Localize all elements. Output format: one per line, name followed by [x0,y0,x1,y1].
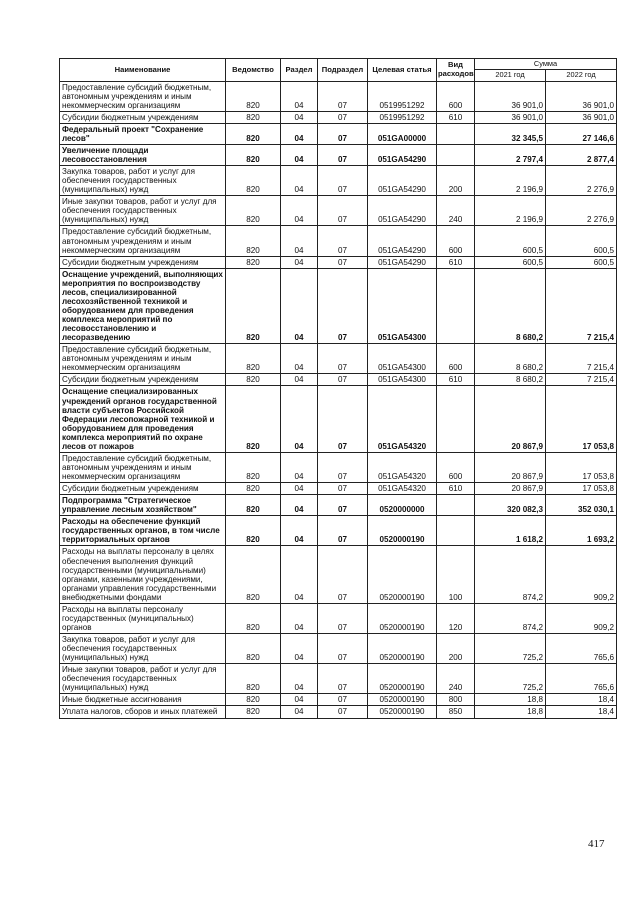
row-sum-2022: 36 901,0 [546,81,617,111]
table-row [60,694,617,706]
row-target: 051GA54320 [368,483,437,495]
row-sum-2021: 20 867,9 [475,483,546,495]
row-dept: 820 [226,81,281,111]
row-subsection: 07 [318,81,368,111]
row-sum-2022: 352 030,1 [546,495,617,516]
row-sum-2022: 2 276,9 [546,166,617,196]
row-sum-2022: 2 877,4 [546,144,617,165]
row-subsection: 07 [318,634,368,664]
row-name: Предоставление субсидий бюджетным, автономным учреждениям и иным некоммерческим организациям [60,81,226,111]
row-sum-2021: 8 680,2 [475,268,546,344]
table-row [60,546,617,603]
row-type: 600 [437,452,475,482]
row-sum-2022: 17 053,8 [546,386,617,452]
table-row [60,226,617,256]
row-sum-2021: 8 680,2 [475,374,546,386]
row-name: Подпрограмма "Стратегическое управление лесным хозяйством" [60,495,226,516]
row-name: Уплата налогов, сборов и иных платежей [60,706,226,718]
row-sum-2022: 17 053,8 [546,483,617,495]
row-name: Расходы на выплаты персоналу государственных (муниципальных) органов [60,603,226,633]
row-name: Субсидии бюджетным учреждениям [60,256,226,268]
row-section: 04 [281,386,318,452]
row-section: 04 [281,111,318,123]
row-subsection: 07 [318,546,368,603]
row-target: 051GA54290 [368,226,437,256]
row-section: 04 [281,268,318,344]
row-section: 04 [281,706,318,718]
row-target: 051GA54320 [368,386,437,452]
row-dept: 820 [226,634,281,664]
table-row [60,166,617,196]
row-dept: 820 [226,123,281,144]
row-section: 04 [281,495,318,516]
row-target: 051GA54300 [368,268,437,344]
row-dept: 820 [226,546,281,603]
row-type: 850 [437,706,475,718]
row-section: 04 [281,123,318,144]
row-type [437,123,475,144]
table-row [60,634,617,664]
row-dept: 820 [226,495,281,516]
row-dept: 820 [226,603,281,633]
row-sum-2021: 874,2 [475,546,546,603]
row-target: 051GA54290 [368,256,437,268]
row-type [437,144,475,165]
row-section: 04 [281,226,318,256]
row-section: 04 [281,452,318,482]
row-name: Предоставление субсидий бюджетным, автономным учреждениям и иным некоммерческим организациям [60,226,226,256]
table-body [60,81,617,718]
row-name: Иные закупки товаров, работ и услуг для обеспечения государственных (муниципальных) нужд [60,196,226,226]
header-section: Раздел [281,59,318,82]
row-target: 0520000190 [368,706,437,718]
header-sum: Сумма [475,59,617,70]
table-row [60,344,617,374]
row-sum-2022: 909,2 [546,603,617,633]
row-name: Иные бюджетные ассигнования [60,694,226,706]
row-section: 04 [281,256,318,268]
row-type: 600 [437,226,475,256]
row-subsection: 07 [318,706,368,718]
row-sum-2021: 320 082,3 [475,495,546,516]
row-target: 0520000190 [368,546,437,603]
row-type: 100 [437,546,475,603]
header-name: Наименование [60,59,226,82]
row-subsection: 07 [318,123,368,144]
row-type: 610 [437,374,475,386]
table-row [60,516,617,546]
row-target: 0520000000 [368,495,437,516]
header-year-2021: 2021 год [475,70,546,81]
row-section: 04 [281,546,318,603]
row-dept: 820 [226,694,281,706]
row-dept: 820 [226,256,281,268]
row-sum-2022: 1 693,2 [546,516,617,546]
row-dept: 820 [226,226,281,256]
row-subsection: 07 [318,111,368,123]
row-section: 04 [281,603,318,633]
row-sum-2021: 600,5 [475,226,546,256]
row-subsection: 07 [318,268,368,344]
row-section: 04 [281,81,318,111]
row-target: 0520000190 [368,516,437,546]
header-dept: Ведомство [226,59,281,82]
row-dept: 820 [226,386,281,452]
row-subsection: 07 [318,166,368,196]
row-target: 051GA54300 [368,374,437,386]
row-sum-2021: 725,2 [475,634,546,664]
row-subsection: 07 [318,694,368,706]
row-section: 04 [281,483,318,495]
row-target: 0520000190 [368,664,437,694]
row-dept: 820 [226,664,281,694]
row-name: Расходы на выплаты персоналу в целях обеспечения выполнения функций государственными (муниципальными) органами, казенными учреждениями, органами управления государственными внебюджетными фондами [60,546,226,603]
row-section: 04 [281,634,318,664]
row-subsection: 07 [318,483,368,495]
page-number: 417 [588,838,605,850]
row-sum-2022: 17 053,8 [546,452,617,482]
row-dept: 820 [226,516,281,546]
row-target: 0519951292 [368,111,437,123]
row-section: 04 [281,166,318,196]
row-section: 04 [281,196,318,226]
row-name: Субсидии бюджетным учреждениям [60,374,226,386]
table-row [60,268,617,344]
row-subsection: 07 [318,226,368,256]
row-subsection: 07 [318,664,368,694]
row-target: 0519951292 [368,81,437,111]
row-type: 600 [437,344,475,374]
row-sum-2021: 8 680,2 [475,344,546,374]
row-subsection: 07 [318,516,368,546]
header-subsection: Подраздел [318,59,368,82]
row-name: Расходы на обеспечение функций государственных органов, в том числе территориальных органов [60,516,226,546]
row-section: 04 [281,374,318,386]
row-type [437,386,475,452]
row-target: 051GA54290 [368,166,437,196]
table-row [60,81,617,111]
row-sum-2021: 2 196,9 [475,166,546,196]
row-type: 240 [437,664,475,694]
row-sum-2022: 36 901,0 [546,111,617,123]
row-sum-2021: 36 901,0 [475,111,546,123]
row-target: 0520000190 [368,634,437,664]
row-section: 04 [281,664,318,694]
table-row [60,603,617,633]
table-row [60,495,617,516]
table-row [60,374,617,386]
row-dept: 820 [226,452,281,482]
row-name: Оснащение учреждений, выполняющих мероприятия по воспроизводству лесов, специализированной лесохозяйственной техникой и оборудованием для проведения комплекса мероприятий по лесовосстановлению и лесоразведению [60,268,226,344]
row-name: Увеличение площади лесовосстановления [60,144,226,165]
row-sum-2022: 2 276,9 [546,196,617,226]
table-row [60,386,617,452]
budget-table [59,58,617,719]
row-sum-2022: 765,6 [546,664,617,694]
row-dept: 820 [226,483,281,495]
row-sum-2021: 32 345,5 [475,123,546,144]
row-sum-2021: 725,2 [475,664,546,694]
row-sum-2021: 36 901,0 [475,81,546,111]
row-name: Федеральный проект "Сохранение лесов" [60,123,226,144]
row-dept: 820 [226,166,281,196]
row-sum-2022: 18,4 [546,706,617,718]
row-sum-2021: 2 797,4 [475,144,546,165]
row-type: 120 [437,603,475,633]
row-sum-2021: 18,8 [475,694,546,706]
row-section: 04 [281,344,318,374]
row-type: 610 [437,483,475,495]
table-row [60,483,617,495]
row-name: Закупка товаров, работ и услуг для обеспечения государственных (муниципальных) нужд [60,634,226,664]
row-sum-2021: 20 867,9 [475,452,546,482]
table-row [60,706,617,718]
row-sum-2022: 7 215,4 [546,344,617,374]
row-type: 600 [437,81,475,111]
table-row [60,256,617,268]
row-type [437,268,475,344]
row-sum-2022: 600,5 [546,226,617,256]
row-type: 200 [437,634,475,664]
row-target: 051GA54320 [368,452,437,482]
row-subsection: 07 [318,603,368,633]
row-sum-2022: 27 146,6 [546,123,617,144]
row-section: 04 [281,694,318,706]
row-name: Субсидии бюджетным учреждениям [60,111,226,123]
row-type: 800 [437,694,475,706]
row-dept: 820 [226,111,281,123]
row-sum-2021: 600,5 [475,256,546,268]
row-dept: 820 [226,374,281,386]
row-dept: 820 [226,144,281,165]
table-row [60,664,617,694]
row-sum-2022: 600,5 [546,256,617,268]
row-dept: 820 [226,196,281,226]
row-subsection: 07 [318,196,368,226]
row-sum-2021: 2 196,9 [475,196,546,226]
row-sum-2022: 18,4 [546,694,617,706]
row-subsection: 07 [318,374,368,386]
row-dept: 820 [226,706,281,718]
row-subsection: 07 [318,452,368,482]
table-header [60,59,617,82]
table-row [60,452,617,482]
row-name: Субсидии бюджетным учреждениям [60,483,226,495]
row-type: 610 [437,111,475,123]
row-section: 04 [281,516,318,546]
row-type: 200 [437,166,475,196]
row-subsection: 07 [318,144,368,165]
row-sum-2022: 7 215,4 [546,268,617,344]
row-dept: 820 [226,344,281,374]
row-sum-2021: 874,2 [475,603,546,633]
row-name: Предоставление субсидий бюджетным, автономным учреждениям и иным некоммерческим организациям [60,344,226,374]
row-type: 240 [437,196,475,226]
row-type [437,516,475,546]
row-name: Предоставление субсидий бюджетным, автономным учреждениям и иным некоммерческим организациям [60,452,226,482]
row-target: 0520000190 [368,694,437,706]
row-sum-2021: 20 867,9 [475,386,546,452]
row-type: 610 [437,256,475,268]
row-subsection: 07 [318,386,368,452]
row-type [437,495,475,516]
row-name: Иные закупки товаров, работ и услуг для обеспечения государственных (муниципальных) нужд [60,664,226,694]
row-sum-2022: 909,2 [546,546,617,603]
table-row [60,111,617,123]
row-subsection: 07 [318,495,368,516]
table-row [60,196,617,226]
row-name: Закупка товаров, работ и услуг для обеспечения государственных (муниципальных) нужд [60,166,226,196]
row-section: 04 [281,144,318,165]
row-sum-2022: 765,6 [546,634,617,664]
row-subsection: 07 [318,344,368,374]
row-target: 051GA00000 [368,123,437,144]
table-row [60,123,617,144]
row-sum-2022: 7 215,4 [546,374,617,386]
row-sum-2021: 18,8 [475,706,546,718]
row-target: 051GA54300 [368,344,437,374]
row-target: 0520000190 [368,603,437,633]
row-target: 051GA54290 [368,144,437,165]
row-target: 051GA54290 [368,196,437,226]
table-row [60,144,617,165]
row-subsection: 07 [318,256,368,268]
header-type: Вид расходов [437,59,475,82]
row-dept: 820 [226,268,281,344]
row-sum-2021: 1 618,2 [475,516,546,546]
row-name: Оснащение специализированных учреждений органов государственной власти субъектов Российской Федерации лесопожарной техникой и оборудованием для проведения комплекса мероприятий по охране лесов от пожаров [60,386,226,452]
header-target: Целевая статья [368,59,437,82]
header-year-2022: 2022 год [546,70,617,81]
